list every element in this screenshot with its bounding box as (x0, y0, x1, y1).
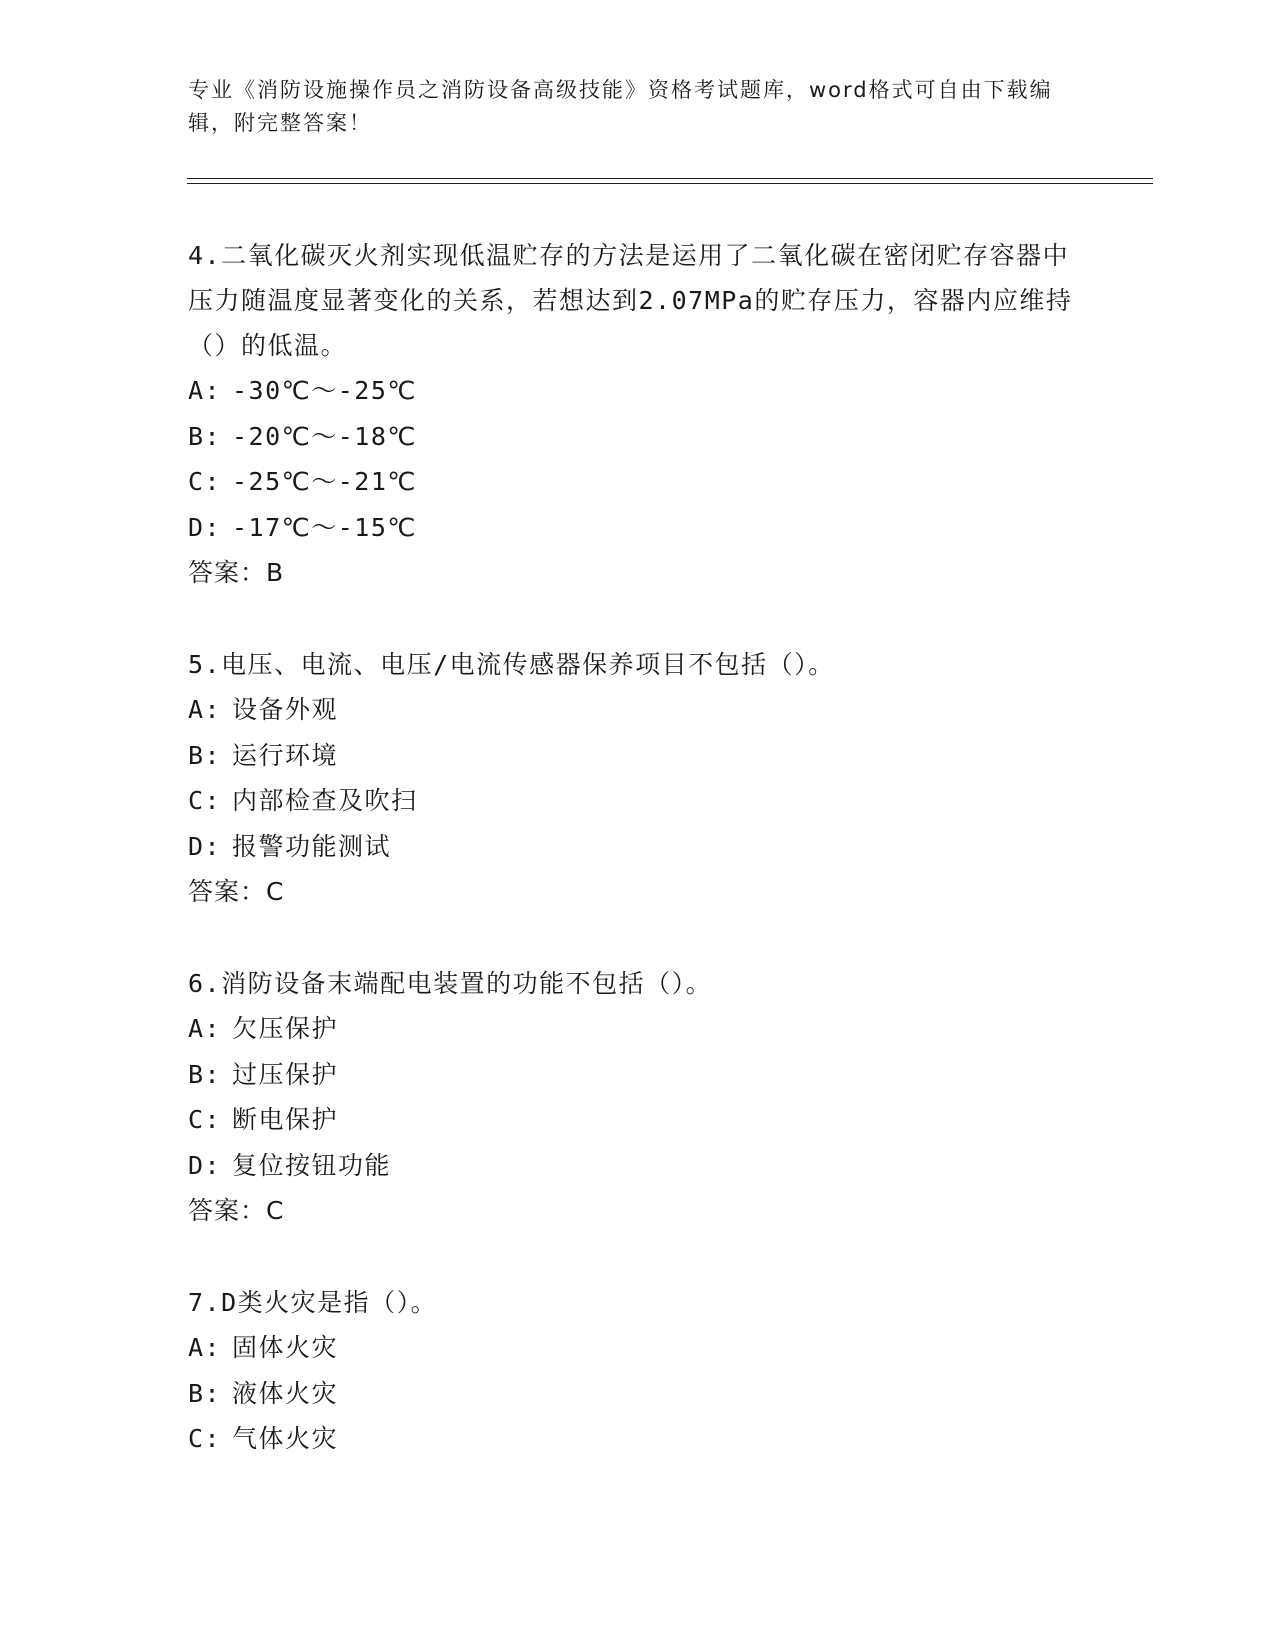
option-key: C: (188, 786, 222, 815)
question-stem: 4.二氧化碳灭火剂实现低温贮存的方法是运用了二氧化碳在密闭贮存容器中压力随温度显著变化的关系，若想达到2.07MPa的贮存压力，容器内应维持（）的低温。 (188, 241, 1073, 360)
option-key: C: (188, 1105, 222, 1134)
option-b (188, 1052, 1088, 1098)
option-c (188, 1097, 1088, 1143)
option-text: 欠压保护 (232, 1014, 339, 1043)
answer-line: 答案：C (188, 877, 285, 906)
header-divider-top (187, 178, 1153, 179)
option-key: B: (188, 740, 222, 770)
option-key: B: (188, 1378, 222, 1408)
option-key: D: (188, 1150, 222, 1180)
option-c (188, 778, 1088, 824)
option-text: -17℃～-15℃ (232, 512, 417, 542)
header-divider-bottom (187, 183, 1153, 184)
document-header: 专业《消防设施操作员之消防设备高级技能》资格考试题库，word格式可自由下载编辑，附完整答案！ (188, 78, 1053, 135)
question-4 (188, 233, 1088, 595)
option-key: C: (188, 467, 222, 496)
option-text: 复位按钮功能 (232, 1150, 392, 1180)
option-text: 设备外观 (232, 695, 339, 724)
option-b (188, 1371, 1088, 1417)
answer-line: 答案：C (188, 1196, 285, 1225)
option-text: 运行环境 (232, 740, 339, 770)
option-b (188, 733, 1088, 779)
option-a (188, 1325, 1088, 1371)
option-key: D: (188, 831, 222, 861)
option-text: 固体火灾 (232, 1333, 339, 1362)
option-key: A: (188, 1333, 222, 1362)
option-text: 气体火灾 (232, 1424, 339, 1453)
option-c (188, 459, 1088, 505)
answer-line: 答案：B (188, 558, 285, 587)
question-6 (188, 961, 1088, 1233)
option-text: 过压保护 (232, 1059, 339, 1089)
option-text: 断电保护 (232, 1105, 339, 1134)
option-key: A: (188, 1014, 222, 1043)
option-text: 液体火灾 (232, 1378, 339, 1408)
option-key: C: (188, 1424, 222, 1453)
option-text: 报警功能测试 (232, 831, 392, 861)
option-a (188, 687, 1088, 733)
option-key: B: (188, 1059, 222, 1089)
option-key: D: (188, 512, 222, 542)
option-text: -25℃～-21℃ (232, 467, 417, 496)
option-key: A: (188, 376, 222, 405)
option-a (188, 1006, 1088, 1052)
option-text: -30℃～-25℃ (232, 376, 417, 405)
option-d (188, 505, 1088, 551)
option-key: A: (188, 695, 222, 724)
question-stem: 7.D类火灾是指（）。 (188, 1288, 438, 1317)
option-d (188, 824, 1088, 870)
question-stem: 5.电压、电流、电压/电流传感器保养项目不包括（）。 (188, 650, 835, 679)
option-text: 内部检查及吹扫 (232, 786, 418, 815)
question-stem: 6.消防设备末端配电装置的功能不包括（）。 (188, 969, 713, 998)
option-a (188, 368, 1088, 414)
option-key: B: (188, 421, 222, 451)
question-7 (188, 1280, 1088, 1462)
question-5 (188, 642, 1088, 914)
option-d (188, 1143, 1088, 1189)
option-c (188, 1416, 1088, 1462)
option-b (188, 414, 1088, 460)
option-text: -20℃～-18℃ (232, 421, 417, 451)
